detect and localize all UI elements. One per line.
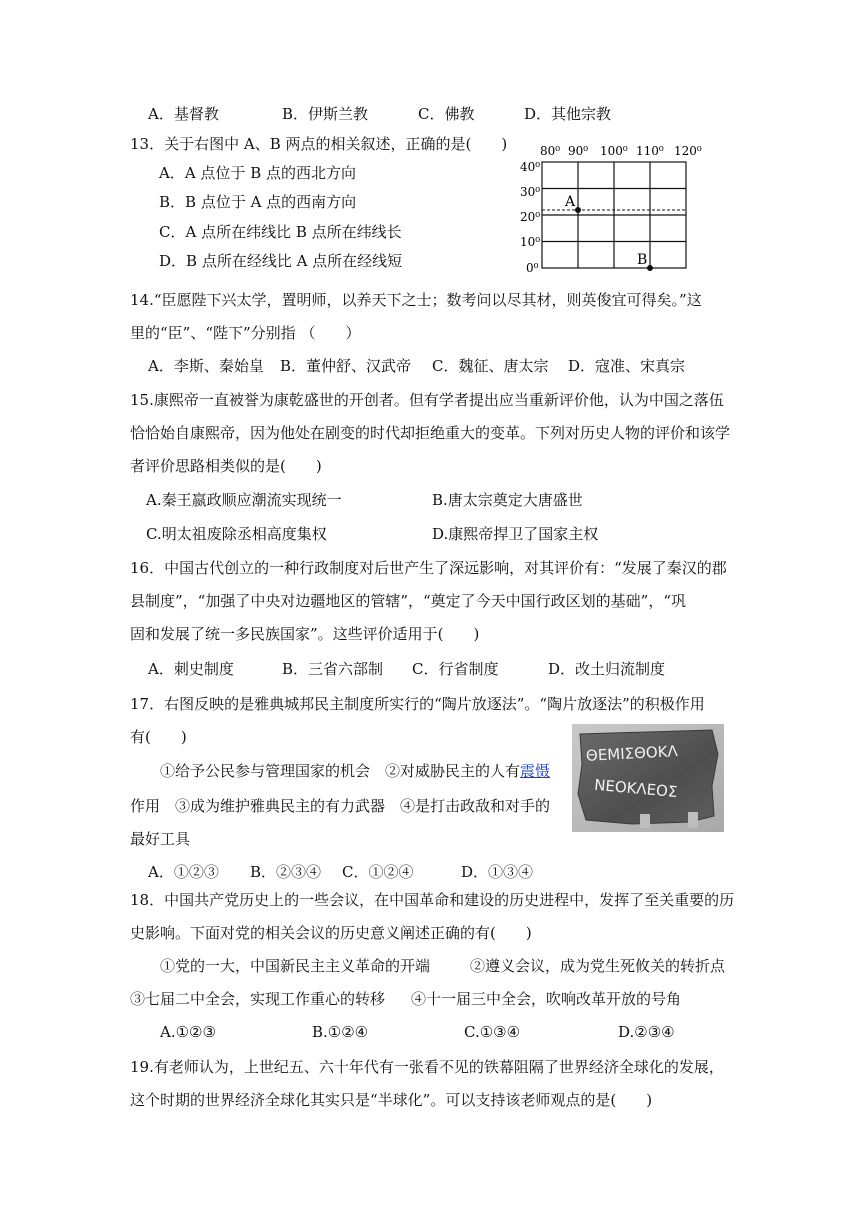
q18-option-a[interactable]: A.①②③ (160, 1023, 216, 1041)
lat-lon-grid-figure (518, 142, 718, 277)
q15-option-c[interactable]: C.明太祖废除丞相高度集权 (146, 525, 327, 543)
q15-stem-1: 15.康熙帝一直被誉为康乾盛世的开创者。但有学者提出应当重新评价他，认为中国之落伍 (130, 391, 724, 409)
q17-option-a[interactable]: A．①②③ (148, 863, 219, 881)
lon-label-100: 100⁰ (600, 144, 628, 158)
q18-item-4: ④十一届三中全会，吹响改革开放的号角 (411, 990, 682, 1008)
q17-option-d[interactable]: D．①③④ (461, 863, 534, 881)
q13-option-b[interactable]: B．B 点位于 A 点的西南方向 (159, 193, 357, 211)
q18-option-c[interactable]: C.①③④ (464, 1023, 521, 1041)
q17-stem-1: 17．右图反映的是雅典城邦民主制度所实行的“陶片放逐法”。“陶片放逐法”的积极作用 (130, 695, 705, 713)
q16-option-b[interactable]: B．三省六部制 (282, 660, 384, 678)
q16-stem-2: 县制度”，“加强了中央对边疆地区的管辖”，“奠定了今天中国行政区划的基础”，“巩 (130, 592, 687, 610)
q16-options (0, 659, 860, 679)
q12-option-d[interactable]: D．其他宗教 (524, 105, 612, 123)
q16-option-c[interactable]: C．行省制度 (412, 660, 499, 678)
q15-option-a[interactable]: A.秦王嬴政顺应潮流实现统一 (146, 491, 342, 509)
point-a-label: A (565, 194, 576, 210)
q14-option-d[interactable]: D．寇准、宋真宗 (568, 357, 686, 375)
q18-option-d[interactable]: D.②③④ (618, 1023, 675, 1041)
q18-stem-1: 18．中国共产党历史上的一些会议，在中国革命和建设的历史进程中，发挥了至关重要的历 (130, 891, 735, 909)
q14-option-c[interactable]: C．魏征、唐太宗 (432, 357, 549, 375)
q19-stem-1: 19.有老师认为，上世纪五、六十年代有一张看不见的铁幕阻隔了世界经济全球化的发展， (130, 1058, 724, 1076)
q16-stem-3: 固和发展了统一多民族国家”。这些评价适用于( ) (130, 625, 480, 643)
q15-option-d[interactable]: D.康熙帝捍卫了国家主权 (432, 525, 599, 543)
ostracon-inscription-2: ΝΕΟΚΛΕΟΣ (593, 775, 679, 802)
lon-label-110: 110⁰ (636, 144, 664, 158)
q17-stem-2: 有( ) (130, 728, 187, 746)
lat-label-30: 30⁰ (520, 185, 541, 199)
lat-label-10: 10⁰ (520, 235, 541, 249)
point-a-marker (575, 207, 581, 213)
q14-options (0, 356, 860, 376)
q15-stem-2: 恰恰始自康熙帝，因为他处在剧变的时代却拒绝重大的变革。下列对历史人物的评价和该学 (130, 424, 731, 442)
q17-body-1 (160, 761, 550, 781)
point-b-marker (647, 265, 653, 271)
q13-stem: 13．关于右图中 A、B 两点的相关叙述，正确的是( ) (130, 135, 508, 153)
q17-option-b[interactable]: B．②③④ (250, 863, 322, 881)
lon-label-120: 120⁰ (674, 144, 702, 158)
q17-body-2: 作用 ③成为维护雅典民主的有力武器 ④是打击政敌和对手的 (130, 797, 551, 815)
q18-option-b[interactable]: B.①②④ (312, 1023, 369, 1041)
q14-stem-2: 里的“臣”、“陛下”分别指 （ ） (130, 324, 361, 342)
q12-options (0, 104, 860, 124)
q18-item-2: ②遵义会议，成为党生死攸关的转折点 (470, 957, 726, 975)
q13-option-c[interactable]: C．A 点所在纬线比 B 点所在纬线长 (159, 223, 402, 241)
q16-stem-1: 16．中国古代创立的一种行政制度对后世产生了深远影响，对其评价有：“发展了秦汉的郡 (130, 559, 727, 577)
q13-option-a[interactable]: A．A 点位于 B 点的西北方向 (159, 164, 356, 182)
q14-option-a[interactable]: A．李斯、秦始皇 (148, 357, 264, 375)
q14-stem-1: 14.“臣愿陛下兴太学，置明师，以养天下之士；数考问以尽其材，则英俊宜可得矣。”这 (130, 291, 702, 309)
lat-label-20: 20⁰ (520, 210, 541, 224)
lat-label-0: 0⁰ (526, 261, 539, 275)
q12-option-a[interactable]: A．基督教 (148, 105, 219, 123)
q15-stem-3: 者评价思路相类似的是( ) (130, 457, 322, 475)
q17-body-3: 最好工具 (130, 830, 191, 848)
q17-options (0, 862, 860, 882)
q18-stem-2: 史影响。下面对党的相关会议的历史意义阐述正确的有( ) (130, 924, 532, 942)
q17-body-link[interactable]: 震慑 (520, 762, 551, 780)
lat-label-40: 40⁰ (520, 160, 541, 174)
q16-option-d[interactable]: D．改土归流制度 (548, 660, 666, 678)
q18-options (0, 1022, 860, 1042)
ostracon-inscription-1: ΘΕΜΙΣΘΟΚΛ (585, 742, 679, 765)
q18-item-1: ①党的一大，中国新民主主义革命的开端 (160, 957, 431, 975)
q13-option-d[interactable]: D．B 点所在经线比 A 点所在经线短 (159, 252, 403, 270)
q19-stem-2: 这个时期的世界经济全球化其实只是“半球化”。可以支持该老师观点的是( ) (130, 1091, 653, 1109)
q17-option-c[interactable]: C．①②④ (342, 863, 414, 881)
q15-option-b[interactable]: B.唐太宗奠定大唐盛世 (432, 491, 583, 509)
point-b-label: B (637, 252, 648, 268)
q12-option-b[interactable]: B．伊斯兰教 (282, 105, 369, 123)
q12-option-c[interactable]: C．佛教 (418, 105, 475, 123)
ostracon-photo (572, 724, 724, 832)
lon-label-80: 80⁰ (540, 144, 561, 158)
q16-option-a[interactable]: A．刺史制度 (148, 660, 234, 678)
grid-lines (542, 162, 686, 268)
q14-option-b[interactable]: B．董仲舒、汉武帝 (280, 357, 412, 375)
lon-label-90: 90⁰ (568, 144, 589, 158)
q18-item-3: ③七届二中全会，实现工作重心的转移 (130, 990, 386, 1008)
q17-body-1-text: ①给予公民参与管理国家的机会 ②对威胁民主的人有 (160, 762, 521, 780)
